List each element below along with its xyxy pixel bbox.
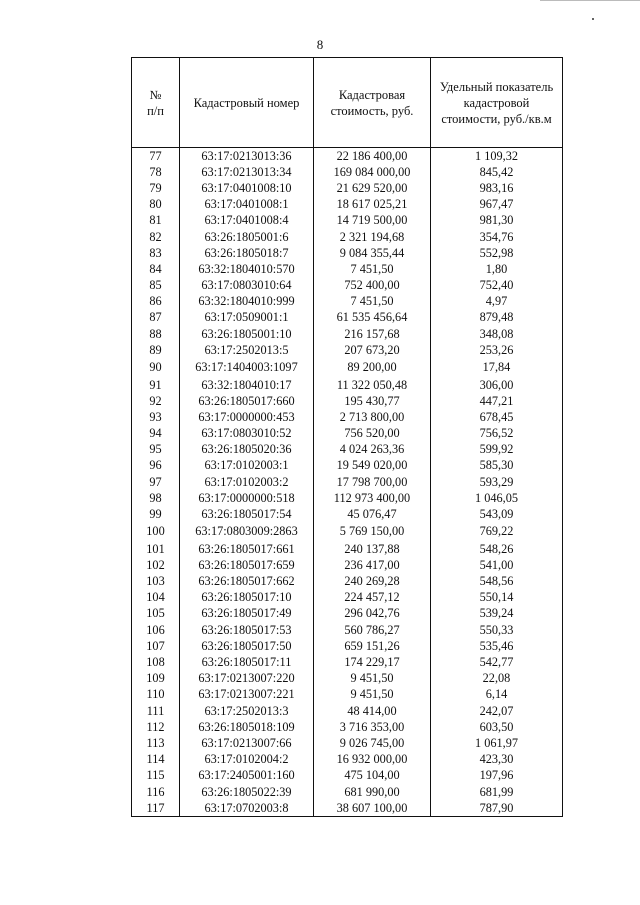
cell-cadastral-value: 2 713 800,00 — [314, 409, 431, 425]
cell-cadastral-value: 681 990,00 — [314, 784, 431, 800]
cell-cadastral-number: 63:17:2502013:5 — [180, 342, 314, 358]
table-row — [132, 654, 563, 670]
cell-specific-value: 423,30 — [431, 752, 563, 768]
cell-specific-value: 543,09 — [431, 506, 563, 522]
cell-specific-value: 752,40 — [431, 278, 563, 294]
cell-cadastral-number: 63:32:1804010:570 — [180, 261, 314, 277]
cell-specific-value: 535,46 — [431, 638, 563, 654]
cell-row-number: 113 — [132, 735, 180, 751]
cell-specific-value: 879,48 — [431, 310, 563, 326]
cell-row-number: 99 — [132, 506, 180, 522]
cell-cadastral-number: 63:17:0803009:2863 — [180, 523, 314, 542]
cell-row-number: 96 — [132, 458, 180, 474]
cell-cadastral-number: 63:17:1404003:1097 — [180, 358, 314, 377]
cell-specific-value: 542,77 — [431, 654, 563, 670]
table-row — [132, 342, 563, 358]
table-row — [132, 213, 563, 229]
cell-row-number: 83 — [132, 245, 180, 261]
cell-cadastral-value: 89 200,00 — [314, 358, 431, 377]
cell-specific-value: 552,98 — [431, 245, 563, 261]
cell-specific-value: 681,99 — [431, 784, 563, 800]
cell-row-number: 85 — [132, 278, 180, 294]
cell-cadastral-value: 5 769 150,00 — [314, 523, 431, 542]
cell-specific-value: 6,14 — [431, 687, 563, 703]
cell-specific-value: 599,92 — [431, 442, 563, 458]
cell-cadastral-value: 61 535 456,64 — [314, 310, 431, 326]
cell-cadastral-number: 63:17:0102003:1 — [180, 458, 314, 474]
cell-cadastral-number: 63:26:1805017:54 — [180, 506, 314, 522]
cell-cadastral-number: 63:17:2405001:160 — [180, 768, 314, 784]
table-row — [132, 719, 563, 735]
cell-cadastral-number: 63:26:1805001:10 — [180, 326, 314, 342]
cell-cadastral-number: 63:26:1805017:49 — [180, 606, 314, 622]
cell-row-number: 81 — [132, 213, 180, 229]
cell-specific-value: 548,26 — [431, 541, 563, 557]
cell-specific-value: 253,26 — [431, 342, 563, 358]
cadastral-table-container — [131, 57, 562, 817]
cell-cadastral-value: 752 400,00 — [314, 278, 431, 294]
cell-specific-value: 22,08 — [431, 671, 563, 687]
cell-row-number: 88 — [132, 326, 180, 342]
table-row — [132, 245, 563, 261]
cell-specific-value: 550,33 — [431, 622, 563, 638]
cell-cadastral-number: 63:17:0401008:1 — [180, 197, 314, 213]
cell-cadastral-value: 38 607 100,00 — [314, 800, 431, 817]
cell-cadastral-number: 63:17:0401008:4 — [180, 213, 314, 229]
cell-row-number: 80 — [132, 197, 180, 213]
cell-specific-value: 845,42 — [431, 164, 563, 180]
cell-cadastral-value: 216 157,68 — [314, 326, 431, 342]
table-row — [132, 393, 563, 409]
cell-specific-value: 4,97 — [431, 294, 563, 310]
cell-cadastral-value: 16 932 000,00 — [314, 752, 431, 768]
cell-cadastral-value: 756 520,00 — [314, 426, 431, 442]
cell-cadastral-number: 63:17:0000000:453 — [180, 409, 314, 425]
cell-cadastral-value: 9 026 745,00 — [314, 735, 431, 751]
cell-cadastral-number: 63:17:0213013:36 — [180, 148, 314, 165]
cell-specific-value: 983,16 — [431, 180, 563, 196]
cell-row-number: 111 — [132, 703, 180, 719]
table-row — [132, 458, 563, 474]
table-row — [132, 523, 563, 542]
cell-cadastral-value: 9 451,50 — [314, 671, 431, 687]
cell-specific-value: 981,30 — [431, 213, 563, 229]
cell-row-number: 103 — [132, 574, 180, 590]
cell-cadastral-value: 48 414,00 — [314, 703, 431, 719]
table-row — [132, 590, 563, 606]
table-row — [132, 474, 563, 490]
table-row — [132, 574, 563, 590]
cell-row-number: 100 — [132, 523, 180, 542]
cell-specific-value: 354,76 — [431, 229, 563, 245]
cell-cadastral-number: 63:26:1805017:10 — [180, 590, 314, 606]
cell-specific-value: 678,45 — [431, 409, 563, 425]
cadastral-value-table — [131, 57, 563, 817]
cell-cadastral-value: 7 451,50 — [314, 261, 431, 277]
table-body — [132, 148, 563, 817]
cell-cadastral-value: 7 451,50 — [314, 294, 431, 310]
table-row — [132, 490, 563, 506]
cell-specific-value: 541,00 — [431, 557, 563, 573]
cell-row-number: 89 — [132, 342, 180, 358]
cell-cadastral-number: 63:17:0213007:221 — [180, 687, 314, 703]
cell-cadastral-number: 63:17:0102004:2 — [180, 752, 314, 768]
table-row — [132, 426, 563, 442]
cell-cadastral-value: 19 549 020,00 — [314, 458, 431, 474]
cell-cadastral-number: 63:17:2502013:3 — [180, 703, 314, 719]
cell-specific-value: 756,52 — [431, 426, 563, 442]
table-row — [132, 148, 563, 165]
table-row — [132, 310, 563, 326]
cell-cadastral-number: 63:26:1805017:659 — [180, 557, 314, 573]
table-row — [132, 541, 563, 557]
table-row — [132, 197, 563, 213]
cell-cadastral-value: 296 042,76 — [314, 606, 431, 622]
cell-row-number: 98 — [132, 490, 180, 506]
scan-edge-line — [540, 0, 640, 1]
table-row — [132, 622, 563, 638]
header-cadastral-number: Кадастровый номер — [180, 58, 314, 148]
cell-row-number: 91 — [132, 377, 180, 393]
cell-cadastral-value: 169 084 000,00 — [314, 164, 431, 180]
cell-cadastral-number: 63:32:1804010:17 — [180, 377, 314, 393]
cell-cadastral-value: 240 137,88 — [314, 541, 431, 557]
cell-specific-value: 1 046,05 — [431, 490, 563, 506]
cell-specific-value: 447,21 — [431, 393, 563, 409]
table-row — [132, 703, 563, 719]
cell-row-number: 95 — [132, 442, 180, 458]
cell-cadastral-number: 63:26:1805001:6 — [180, 229, 314, 245]
cell-row-number: 105 — [132, 606, 180, 622]
cell-cadastral-value: 14 719 500,00 — [314, 213, 431, 229]
cell-specific-value: 348,08 — [431, 326, 563, 342]
table-row — [132, 180, 563, 196]
table-row — [132, 164, 563, 180]
cell-cadastral-value: 18 617 025,21 — [314, 197, 431, 213]
cell-specific-value: 539,24 — [431, 606, 563, 622]
cell-specific-value: 242,07 — [431, 703, 563, 719]
header-specific-value: Удельный показатель кадастровой стоимости, руб./кв.м — [431, 58, 563, 148]
cell-cadastral-number: 63:26:1805017:661 — [180, 541, 314, 557]
cell-cadastral-number: 63:17:0803010:52 — [180, 426, 314, 442]
table-row — [132, 409, 563, 425]
cell-cadastral-value: 17 798 700,00 — [314, 474, 431, 490]
cell-cadastral-number: 63:26:1805018:7 — [180, 245, 314, 261]
cell-row-number: 109 — [132, 671, 180, 687]
scan-speck — [592, 18, 594, 20]
cell-cadastral-value: 3 716 353,00 — [314, 719, 431, 735]
cell-row-number: 110 — [132, 687, 180, 703]
table-row — [132, 671, 563, 687]
cell-row-number: 82 — [132, 229, 180, 245]
cell-cadastral-value: 195 430,77 — [314, 393, 431, 409]
cell-row-number: 79 — [132, 180, 180, 196]
cell-cadastral-number: 63:32:1804010:999 — [180, 294, 314, 310]
cell-cadastral-number: 63:26:1805017:53 — [180, 622, 314, 638]
cell-cadastral-number: 63:17:0102003:2 — [180, 474, 314, 490]
cell-specific-value: 1 061,97 — [431, 735, 563, 751]
cell-cadastral-value: 21 629 520,00 — [314, 180, 431, 196]
table-row — [132, 687, 563, 703]
cell-cadastral-value: 560 786,27 — [314, 622, 431, 638]
cell-cadastral-number: 63:17:0702003:8 — [180, 800, 314, 817]
cell-specific-value: 1,80 — [431, 261, 563, 277]
cell-cadastral-value: 45 076,47 — [314, 506, 431, 522]
cell-cadastral-number: 63:26:1805018:109 — [180, 719, 314, 735]
cell-cadastral-value: 659 151,26 — [314, 638, 431, 654]
header-row-number: № п/п — [132, 58, 180, 148]
table-row — [132, 606, 563, 622]
cell-cadastral-value: 11 322 050,48 — [314, 377, 431, 393]
cell-cadastral-number: 63:17:0213007:220 — [180, 671, 314, 687]
cell-cadastral-value: 174 229,17 — [314, 654, 431, 670]
cell-specific-value: 967,47 — [431, 197, 563, 213]
cell-row-number: 90 — [132, 358, 180, 377]
cell-cadastral-number: 63:17:0401008:10 — [180, 180, 314, 196]
table-row — [132, 326, 563, 342]
cell-row-number: 86 — [132, 294, 180, 310]
table-row — [132, 358, 563, 377]
cell-row-number: 93 — [132, 409, 180, 425]
cell-row-number: 92 — [132, 393, 180, 409]
cell-cadastral-value: 207 673,20 — [314, 342, 431, 358]
cell-specific-value: 585,30 — [431, 458, 563, 474]
table-row — [132, 261, 563, 277]
table-row — [132, 638, 563, 654]
cell-cadastral-value: 22 186 400,00 — [314, 148, 431, 165]
table-header-row — [132, 58, 563, 148]
cell-row-number: 102 — [132, 557, 180, 573]
cell-specific-value: 17,84 — [431, 358, 563, 377]
table-row — [132, 229, 563, 245]
header-cadastral-value: Кадастровая стоимость, руб. — [314, 58, 431, 148]
cell-cadastral-value: 4 024 263,36 — [314, 442, 431, 458]
cell-cadastral-number: 63:17:0803010:64 — [180, 278, 314, 294]
cell-cadastral-number: 63:17:0213013:34 — [180, 164, 314, 180]
table-row — [132, 752, 563, 768]
cell-row-number: 107 — [132, 638, 180, 654]
cell-specific-value: 197,96 — [431, 768, 563, 784]
cell-row-number: 104 — [132, 590, 180, 606]
cell-specific-value: 306,00 — [431, 377, 563, 393]
cell-cadastral-value: 112 973 400,00 — [314, 490, 431, 506]
cell-specific-value: 593,29 — [431, 474, 563, 490]
cell-cadastral-value: 475 104,00 — [314, 768, 431, 784]
cell-cadastral-value: 224 457,12 — [314, 590, 431, 606]
cell-cadastral-number: 63:26:1805017:11 — [180, 654, 314, 670]
cell-specific-value: 787,90 — [431, 800, 563, 817]
table-row — [132, 506, 563, 522]
cell-cadastral-number: 63:17:0000000:518 — [180, 490, 314, 506]
table-row — [132, 735, 563, 751]
cell-row-number: 78 — [132, 164, 180, 180]
cell-row-number: 97 — [132, 474, 180, 490]
cell-row-number: 116 — [132, 784, 180, 800]
cell-cadastral-number: 63:17:0213007:66 — [180, 735, 314, 751]
cell-cadastral-value: 9 084 355,44 — [314, 245, 431, 261]
cell-row-number: 94 — [132, 426, 180, 442]
cell-row-number: 117 — [132, 800, 180, 817]
table-row — [132, 442, 563, 458]
cell-cadastral-number: 63:26:1805022:39 — [180, 784, 314, 800]
cell-specific-value: 769,22 — [431, 523, 563, 542]
cell-row-number: 112 — [132, 719, 180, 735]
cell-cadastral-value: 2 321 194,68 — [314, 229, 431, 245]
cell-specific-value: 603,50 — [431, 719, 563, 735]
cell-cadastral-value: 9 451,50 — [314, 687, 431, 703]
cell-specific-value: 550,14 — [431, 590, 563, 606]
table-row — [132, 784, 563, 800]
cell-cadastral-value: 236 417,00 — [314, 557, 431, 573]
cell-specific-value: 1 109,32 — [431, 148, 563, 165]
cell-cadastral-number: 63:26:1805017:660 — [180, 393, 314, 409]
table-row — [132, 768, 563, 784]
table-row — [132, 278, 563, 294]
cell-cadastral-number: 63:26:1805020:36 — [180, 442, 314, 458]
table-row — [132, 557, 563, 573]
table-row — [132, 800, 563, 817]
cell-row-number: 101 — [132, 541, 180, 557]
page-number: 8 — [316, 37, 324, 52]
cell-cadastral-value: 240 269,28 — [314, 574, 431, 590]
cell-row-number: 114 — [132, 752, 180, 768]
cell-row-number: 77 — [132, 148, 180, 165]
cell-row-number: 108 — [132, 654, 180, 670]
cell-cadastral-number: 63:17:0509001:1 — [180, 310, 314, 326]
table-row — [132, 294, 563, 310]
cell-row-number: 115 — [132, 768, 180, 784]
cell-specific-value: 548,56 — [431, 574, 563, 590]
cell-cadastral-number: 63:26:1805017:50 — [180, 638, 314, 654]
table-row — [132, 377, 563, 393]
cell-cadastral-number: 63:26:1805017:662 — [180, 574, 314, 590]
cell-row-number: 87 — [132, 310, 180, 326]
cell-row-number: 106 — [132, 622, 180, 638]
cell-row-number: 84 — [132, 261, 180, 277]
